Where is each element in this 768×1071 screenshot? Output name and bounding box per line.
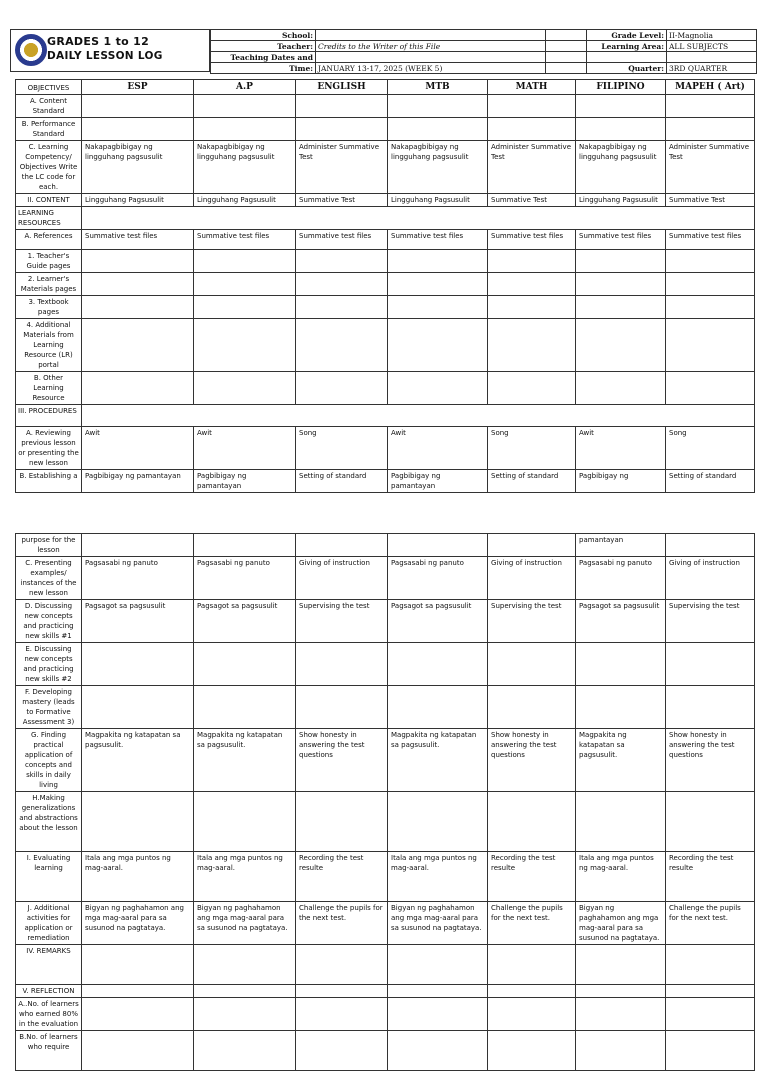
table-cell [576,372,666,405]
table-cell [666,998,755,1031]
table-cell: Summative test files [666,230,755,250]
table-cell [488,945,576,985]
table-cell: Itala ang mga puntos ng mag-aaral. [82,852,194,902]
teaching-dates-value: JANUARY 13-17, 2025 (WEEK 5) [316,63,546,74]
table-cell: Recording the test resulte [488,852,576,902]
table-cell [576,118,666,141]
table-cell: Challenge the pupils for the next test. [488,902,576,945]
table-cell [296,118,388,141]
table-cell [576,250,666,273]
table-row [16,600,755,643]
table-cell [488,296,576,319]
table-cell: Lingguhang Pagsusulit [82,194,194,207]
table-cell [194,319,296,372]
row-label: V. REFLECTION [16,985,82,998]
table-cell [388,95,488,118]
table-cell [296,985,388,998]
table-cell: Show honesty in answering the test questions [488,729,576,792]
table-cell [194,296,296,319]
table-cell [194,985,296,998]
table-cell: Pagsasabi ng panuto [82,557,194,600]
table-cell [82,643,194,686]
table-cell [388,250,488,273]
table-cell: Awit [194,427,296,470]
table-cell [388,1031,488,1071]
grade-level-value: II-Magnolia [667,30,757,41]
table-cell [488,273,576,296]
table-cell: Pagsasabi ng panuto [576,557,666,600]
table-cell: Pagbibigay ng pamantayan [194,470,296,493]
table-cell [194,998,296,1031]
table-row [16,405,755,427]
table-cell [194,250,296,273]
table-row [16,852,755,902]
table-cell: Awit [576,427,666,470]
table-row [16,729,755,792]
table-cell [666,534,755,557]
table-cell [666,319,755,372]
row-label: B. Establishing a [16,470,82,493]
table-cell [388,945,488,985]
table-cell [296,319,388,372]
table-cell [388,534,488,557]
lesson-log-table-page-1 [15,79,755,493]
table-cell [82,985,194,998]
row-label: 2. Learner's Materials pages [16,273,82,296]
table-cell: Supervising the test [666,600,755,643]
table-cell [576,998,666,1031]
table-cell: Setting of standard [296,470,388,493]
objectives-header: OBJECTIVES [16,80,82,95]
table-row [16,902,755,945]
table-cell: Lingguhang Pagsusulit [576,194,666,207]
row-label: B. Performance Standard [16,118,82,141]
table-cell [388,686,488,729]
table-cell: Summative test files [82,230,194,250]
table-cell [296,998,388,1031]
table-cell: Pagsagot sa pagsusulit [82,600,194,643]
row-label: III. PROCEDURES [16,405,82,427]
table-cell [576,792,666,852]
table-cell: Show honesty in answering the test questions [296,729,388,792]
table-cell: Summative test files [194,230,296,250]
table-cell [194,643,296,686]
table-row [16,427,755,470]
table-cell [194,945,296,985]
table-cell [82,95,194,118]
table-cell [666,1031,755,1071]
section-spacer [82,207,755,230]
table-cell: Pagbibigay ng pamantayan [82,470,194,493]
table-cell: Pagbibigay ng [576,470,666,493]
table-cell [666,296,755,319]
table-cell: Pagsagot sa pagsusulit [576,600,666,643]
teaching-dates-label: Teaching Dates and [211,52,316,63]
time-label: Time: [211,63,316,74]
table-cell: Supervising the test [296,600,388,643]
table-row [16,194,755,207]
table-row [16,557,755,600]
table-cell [388,296,488,319]
table-cell: Challenge the pupils for the next test. [296,902,388,945]
subject-column-header: MAPEH ( Art) [666,80,755,95]
row-label: LEARNING RESOURCES [16,207,82,230]
table-cell: Awit [388,427,488,470]
row-label: A. References [16,230,82,250]
title-line-2: DAILY LESSON LOG [47,50,163,62]
subject-column-header: MATH [488,80,576,95]
table-cell: Giving of instruction [666,557,755,600]
subject-column-header: A.P [194,80,296,95]
table-cell: Recording the test resulte [666,852,755,902]
table-cell [488,643,576,686]
row-label: purpose for the lesson [16,534,82,557]
teacher-label: Teacher: [211,41,316,52]
table-cell [488,319,576,372]
table-cell [576,95,666,118]
table-cell [296,372,388,405]
table-cell: Recording the test resulte [296,852,388,902]
table-cell [388,985,488,998]
header-info-table [210,29,757,74]
table-cell: Bigyan ng paghahamon ang mga mag-aaral para sa susunod na pagtataya. [388,902,488,945]
table-cell: Awit [82,427,194,470]
teacher-value: Credits to the Writer of this File [316,41,546,52]
table-cell [388,273,488,296]
deped-seal-logo [15,34,47,66]
row-label: 3. Textbook pages [16,296,82,319]
row-label: 1. Teacher's Guide pages [16,250,82,273]
table-cell [194,686,296,729]
table-row [16,118,755,141]
table-cell [194,95,296,118]
table-row [16,534,755,557]
table-cell [194,1031,296,1071]
table-cell [82,319,194,372]
table-cell [666,372,755,405]
table-cell [82,250,194,273]
table-cell [82,1031,194,1071]
table-cell: Summative test files [388,230,488,250]
row-label: II. CONTENT [16,194,82,207]
table-cell [666,985,755,998]
table-cell [666,118,755,141]
table-cell: Itala ang mga puntos ng mag-aaral. [388,852,488,902]
table-cell: Nakapagbibigay ng lingguhang pagsusulit [82,141,194,194]
table-cell: Song [666,427,755,470]
table-cell [576,296,666,319]
table-cell [488,95,576,118]
table-cell [296,686,388,729]
table-cell: Pagsasabi ng panuto [388,557,488,600]
table-cell [82,792,194,852]
table-cell [82,945,194,985]
table-cell: Magpakita ng katapatan sa pagsusulit. [576,729,666,792]
table-cell [576,945,666,985]
table-cell: Nakapagbibigay ng lingguhang pagsusulit [388,141,488,194]
table-row [16,1031,755,1071]
table-cell [488,1031,576,1071]
learning-area-label: Learning Area: [587,41,667,52]
table-cell [82,686,194,729]
quarter-value: 3RD QUARTER [667,63,757,74]
table-cell [296,1031,388,1071]
table-cell: Administer Summative Test [666,141,755,194]
table-cell [82,372,194,405]
table-row [16,207,755,230]
lesson-log-table-page-2 [15,533,755,1071]
table-row [16,95,755,118]
row-label: B. Other Learning Resource [16,372,82,405]
table-cell [82,118,194,141]
subject-column-header: ESP [82,80,194,95]
table-cell: Challenge the pupils for the next test. [666,902,755,945]
table-cell: Bigyan ng paghahamon ang mga mag-aaral para sa susunod na pagtataya. [82,902,194,945]
table-row [16,792,755,852]
table-cell: Pagsagot sa pagsusulit [194,600,296,643]
table-cell [388,792,488,852]
table-cell: Summative test files [576,230,666,250]
table-cell: Giving of instruction [488,557,576,600]
table-cell: Summative Test [296,194,388,207]
table-cell [194,118,296,141]
table-row [16,945,755,985]
row-label: 4. Additional Materials from Learning Resource (LR) portal [16,319,82,372]
table-cell [82,534,194,557]
table-row [16,985,755,998]
table-cell: Setting of standard [488,470,576,493]
table-cell: Show honesty in answering the test questions [666,729,755,792]
table-cell [576,319,666,372]
table-cell [388,998,488,1031]
row-label: H.Making generalizations and abstractions about the lesson [16,792,82,852]
table-cell [488,534,576,557]
table-cell: Song [488,427,576,470]
table-cell [576,985,666,998]
table-cell [296,296,388,319]
table-cell [296,792,388,852]
table-cell: Summative test files [296,230,388,250]
table-row [16,250,755,273]
row-label: A. Content Standard [16,95,82,118]
table-cell [666,792,755,852]
row-label: F. Developing mastery (leads to Formative Assessment 3) [16,686,82,729]
table-cell [388,118,488,141]
title-box [10,29,210,72]
table-cell [388,319,488,372]
table-cell [576,1031,666,1071]
table-row [16,372,755,405]
table-row [16,273,755,296]
table-cell: Magpakita ng katapatan sa pagsusulit. [82,729,194,792]
table-cell: Setting of standard [666,470,755,493]
table-cell: Giving of instruction [296,557,388,600]
row-label: IV. REMARKS [16,945,82,985]
table-cell: Bigyan ng paghahamon ang mga mag-aaral para sa susunod na pagtataya. [194,902,296,945]
table-cell [576,686,666,729]
table-cell: Nakapagbibigay ng lingguhang pagsusulit [576,141,666,194]
subject-column-header: MTB [388,80,488,95]
table-row [16,470,755,493]
row-label: C. Learning Competency/ Objectives Write the LC code for each. [16,141,82,194]
table-row [16,296,755,319]
table-cell [296,945,388,985]
table-row [16,686,755,729]
table-cell: Pagsagot sa pagsusulit [388,600,488,643]
row-label: A..No. of learners who earned 80% in the evaluation [16,998,82,1031]
row-label: B.No. of learners who require [16,1031,82,1071]
table-cell [82,273,194,296]
table-cell [666,95,755,118]
table-cell: pamantayan [576,534,666,557]
table-cell: Supervising the test [488,600,576,643]
school-label: School: [211,30,316,41]
table-cell [666,273,755,296]
table-cell: Summative test files [488,230,576,250]
table-cell [666,250,755,273]
table-cell [194,273,296,296]
table-cell [388,372,488,405]
table-cell [296,643,388,686]
table-cell: Magpakita ng katapatan sa pagsusulit. [194,729,296,792]
table-row [16,319,755,372]
table-cell [488,686,576,729]
table-cell: Administer Summative Test [296,141,388,194]
table-row [16,141,755,194]
table-cell: Itala ang mga puntos ng mag-aaral. [576,852,666,902]
subject-column-header: FILIPINO [576,80,666,95]
table-cell: Summative Test [666,194,755,207]
quarter-label: Quarter: [587,63,667,74]
row-label: D. Discussing new concepts and practicing new skills #1 [16,600,82,643]
row-label: A. Reviewing previous lesson or presenting the new lesson [16,427,82,470]
table-cell [388,643,488,686]
table-row [16,998,755,1031]
table-cell [488,250,576,273]
row-label: J. Additional activities for application or remediation [16,902,82,945]
table-cell: Magpakita ng katapatan sa pagsusulit. [388,729,488,792]
table-cell [194,792,296,852]
table-cell [576,273,666,296]
table-cell [576,643,666,686]
table-cell: Lingguhang Pagsusulit [194,194,296,207]
table-cell [82,998,194,1031]
table-cell: Bigyan ng paghahamon ang mga mag-aaral para sa susunod na pagtataya. [576,902,666,945]
table-cell [296,273,388,296]
lesson-log-header [10,29,756,72]
table-cell [488,372,576,405]
table-cell: Administer Summative Test [488,141,576,194]
table-row [16,643,755,686]
row-label: I. Evaluating learning [16,852,82,902]
table-cell [296,250,388,273]
table-cell: Itala ang mga puntos ng mag-aaral. [194,852,296,902]
table-cell: Summative Test [488,194,576,207]
table-row [16,230,755,250]
table-cell: Nakapagbibigay ng lingguhang pagsusulit [194,141,296,194]
table-cell: Lingguhang Pagsusulit [388,194,488,207]
table-cell: Song [296,427,388,470]
table-cell [666,643,755,686]
table-cell [666,686,755,729]
grade-level-label: Grade Level: [587,30,667,41]
row-label: C. Presenting examples/ instances of the new lesson [16,557,82,600]
table-cell [82,296,194,319]
table-cell: Pagbibigay ng pamantayan [388,470,488,493]
row-label: E. Discussing new concepts and practicing new skills #2 [16,643,82,686]
table-cell: Pagsasabi ng panuto [194,557,296,600]
table-cell [488,792,576,852]
school-value [316,30,546,41]
table-cell [666,945,755,985]
section-spacer [82,405,755,427]
table-cell [488,998,576,1031]
subject-column-header: ENGLISH [296,80,388,95]
table-cell [488,985,576,998]
table-cell [194,534,296,557]
table-cell [488,118,576,141]
table-cell [296,534,388,557]
learning-area-value: ALL SUBJECTS [667,41,757,52]
table-cell [194,372,296,405]
table-cell [296,95,388,118]
title-line-1: GRADES 1 to 12 [47,35,150,48]
row-label: G. Finding practical application of concepts and skills in daily living [16,729,82,792]
